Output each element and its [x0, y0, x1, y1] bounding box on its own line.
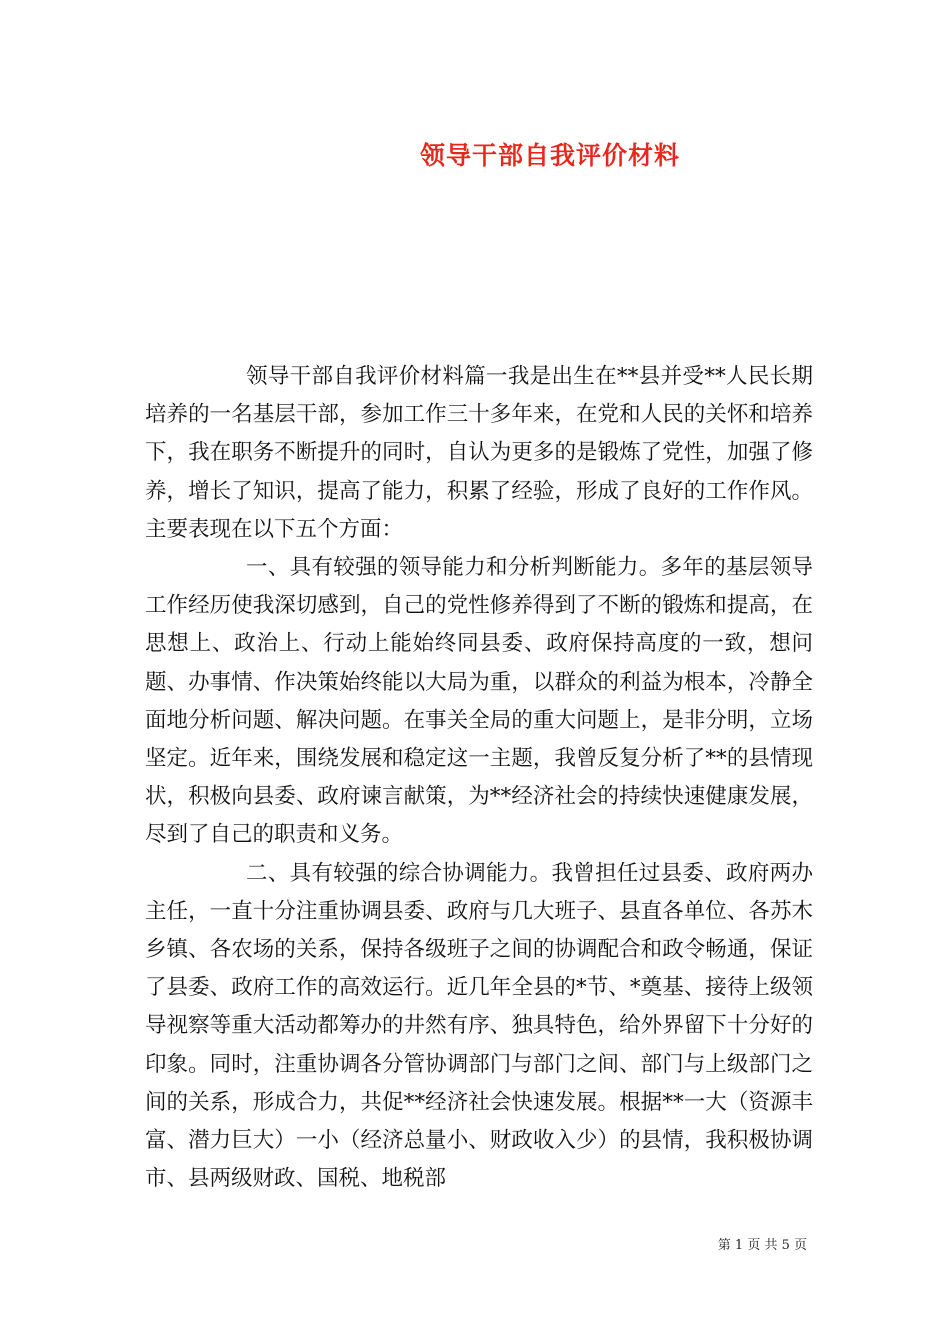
document-body	[145, 358, 813, 1198]
paragraph-section-two: 二、具有较强的综合协调能力。我曾担任过县委、政府两办主任，一直十分注重协调县委、政府与几大班子、县直各单位、各苏木乡镇、各农场的关系，保持各级班子之间的协调配合和政令畅通，保证了县委、政府工作的高效运行。近几年全县的*节、*奠基、接待上级领导视察等重大活动都筹办的井然有序、独具特色，给外界留下十分好的印象。同时，注重协调各分管协调部门与部门之间、部门与上级部门之间的关系，形成合力，共促**经济社会快速发展。根据**一大（资源丰富、潜力巨大）一小（经济总量小、财政收入少）的县情，我积极协调市、县两级财政、国税、地税部	[145, 860, 813, 1192]
paragraph-intro: 领导干部自我评价材料篇一我是出生在**县并受**人民长期培养的一名基层干部，参加工作三十多年来，在党和人民的关怀和培养下，我在职务不断提升的同时，自认为更多的是锻炼了党性，加强了修养，增长了知识，提高了能力，积累了经验，形成了良好的工作作风。主要表现在以下五个方面：	[145, 364, 813, 542]
page-footer: 第 1 页 共 5 页	[717, 1238, 807, 1253]
document-title: 领导干部自我评价材料	[419, 141, 680, 170]
paragraph-section-one: 一、具有较强的领导能力和分析判断能力。多年的基层领导工作经历使我深切感到，自己的党性修养得到了不断的锻炼和提高，在思想上、政治上、行动上能始终同县委、政府保持高度的一致，想问题、办事情、作决策始终能以大局为重，以群众的利益为根本，冷静全面地分析问题、解决问题。在事关全局的重大问题上，是非分明，立场坚定。近年来，围绕发展和稳定这一主题，我曾反复分析了**的县情现状，积极向县委、政府谏言献策，为**经济社会的持续快速健康发展，尽到了自己的职责和义务。	[145, 555, 813, 848]
